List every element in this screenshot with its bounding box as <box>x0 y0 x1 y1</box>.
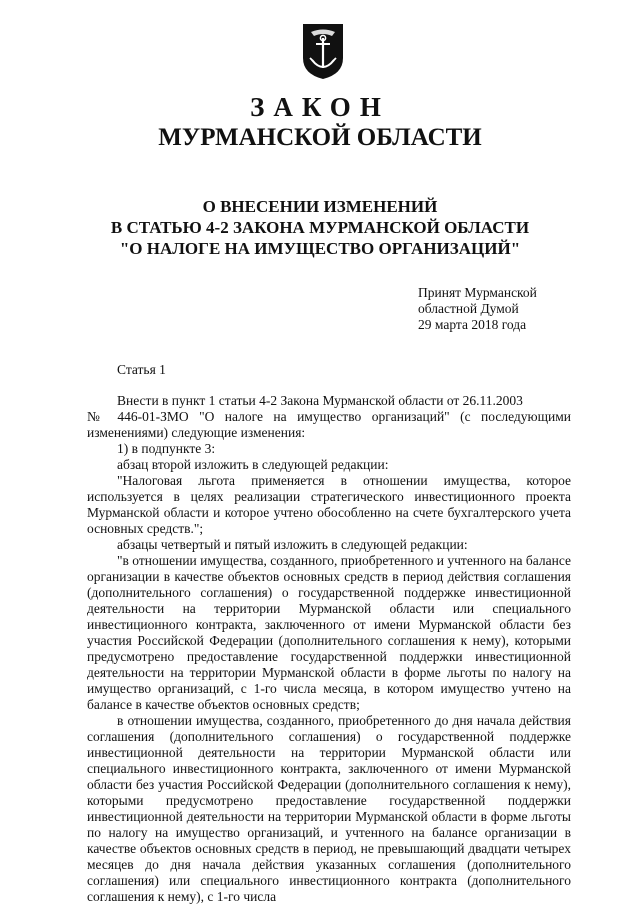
adoption-line-1: Принят Мурманской <box>418 285 537 300</box>
subtitle-line-1: О ВНЕСЕНИИ ИЗМЕНЕНИЙ <box>202 197 438 216</box>
intro-paragraph-continuation: № 446-01-ЗМО "О налоге на имущество организаций" (с последующими изменениями) следующие изменения: <box>87 409 571 440</box>
paragraph-4-text: "в отношении имущества, созданного, приобретенного и учтенного на балансе организации в качестве объектов основных средств в период действия соглашения (дополнительного соглашения) о государственной поддержке инвестиционной деятельности на территории Мурманской области или специального инвестиционного контракта, заключенного от имени Мурманской области без участия Российской Федерации (дополнительного соглашения к нему), которыми предусмотрено предоставление государственной поддержки инвестиционной деятельности на территории Мурманской области в форме льготы по налогу на имущество организаций, с 1-го числа месяца, в котором имущество учтено на балансе в качестве объектов основных средств; <box>87 553 572 712</box>
article-heading: Статья 1 <box>117 362 166 377</box>
item-1: 1) в подпункте 3: <box>117 441 216 456</box>
document-title-law: ЗАКОН <box>250 92 390 122</box>
adoption-note <box>418 285 537 333</box>
subtitle-line-2: В СТАТЬЮ 4-2 ЗАКОНА МУРМАНСКОЙ ОБЛАСТИ <box>110 218 530 237</box>
adoption-line-2: областной Думой <box>418 301 519 316</box>
paragraph-2-intro: абзац второй изложить в следующей редакции: <box>117 457 389 472</box>
coat-of-arms-icon <box>301 22 345 80</box>
paragraph-5-text: в отношении имущества, созданного, приобретенного до дня начала действия соглашения (дополнительного соглашения) о государственной поддержке инвестиционной деятельности на территории Мурманской области или специального инвестиционного контракта, заключенного от имени Мурманской области без участия Российской Федерации (дополнительного соглашения к нему), которыми предусмотрено предоставление государственной поддержки инвестиционной деятельности на территории Мурманской области в форме льготы по налогу на имущество организаций, и учтенного на балансе организации в качестве объектов основных средств в период, не превышающий двадцати четырех месяцев до дня начала действия указанных соглашения (дополнительного соглашения) или специального инвестиционного контракта (дополнительного соглашения к нему), с 1-го числа <box>87 713 571 904</box>
intro-paragraph-first-line: Внести в пункт 1 статьи 4-2 Закона Мурманской области от 26.11.2003 <box>117 393 523 408</box>
subtitle-line-3: "О НАЛОГЕ НА ИМУЩЕСТВО ОРГАНИЗАЦИЙ" <box>119 239 521 258</box>
document-title-region: МУРМАНСКОЙ ОБЛАСТИ <box>158 124 482 151</box>
adoption-date: 29 марта 2018 года <box>418 317 527 332</box>
document-body <box>87 393 571 905</box>
paragraph-2-text: "Налоговая льгота применяется в отношении имущества, которое используется в целях реализации стратегического инвестиционного проекта Мурманской области и которое учтено обособленно на счете бухгалтерского учета основных средств."; <box>87 473 571 536</box>
paragraphs-4-5-intro: абзацы четвертый и пятый изложить в следующей редакции: <box>117 537 468 552</box>
